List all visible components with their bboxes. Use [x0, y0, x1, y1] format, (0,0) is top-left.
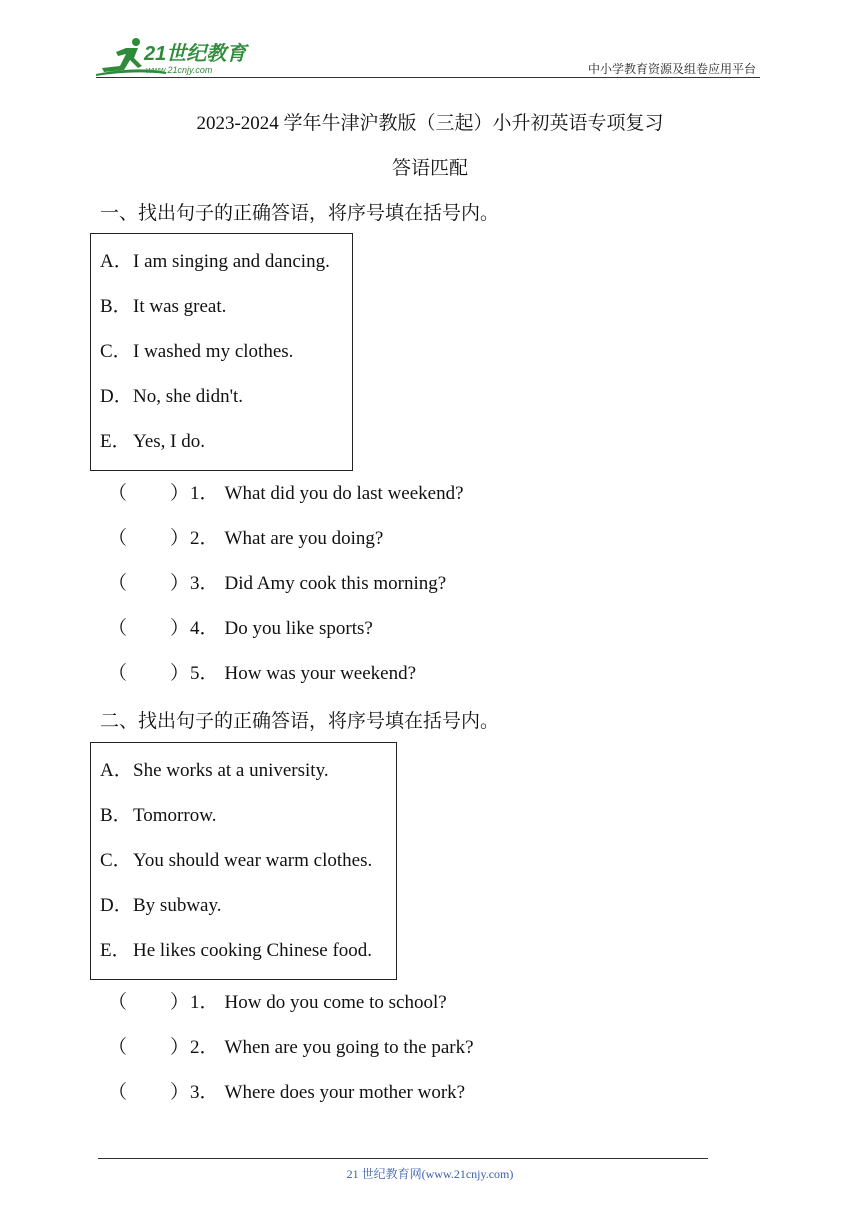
option-text: Yes, I do. — [133, 431, 205, 452]
answer-blank-close: ） — [170, 618, 190, 639]
option-letter: E． — [100, 431, 131, 452]
option-text: He likes cooking Chinese food. — [133, 940, 373, 961]
option-b — [100, 295, 344, 340]
answer-blank-open[interactable]: （ — [108, 573, 128, 594]
section-2-questions — [108, 991, 474, 1126]
option-letter: C． — [100, 341, 132, 362]
question-item — [108, 662, 464, 707]
question-item — [108, 617, 464, 662]
section-1-heading: 一、找出句子的正确答语，将序号填在括号内。 — [100, 203, 500, 224]
option-d — [100, 385, 344, 430]
question-number: 5． — [190, 663, 219, 684]
option-text: She works at a university. — [133, 760, 329, 781]
page-title: 2023-2024 学年牛津沪教版（三起）小升初英语专项复习 — [196, 113, 664, 134]
option-a — [100, 759, 388, 804]
answer-blank-open[interactable]: （ — [108, 663, 128, 684]
option-text: Tomorrow. — [133, 805, 217, 826]
question-number: 2． — [190, 1037, 219, 1058]
answer-blank-open[interactable]: （ — [108, 1037, 128, 1058]
answer-blank-close: ） — [170, 663, 190, 684]
option-c — [100, 340, 344, 385]
site-logo — [96, 36, 266, 78]
option-text: No, she didn't. — [133, 386, 244, 407]
question-number: 4． — [190, 618, 219, 639]
option-text: I am singing and dancing. — [133, 251, 330, 272]
question-item — [108, 1081, 474, 1126]
answer-blank-close: ） — [170, 483, 190, 504]
option-letter: D． — [100, 386, 133, 407]
question-item — [108, 482, 464, 527]
option-letter: D． — [100, 895, 133, 916]
header-divider — [96, 77, 760, 78]
question-text: Did Amy cook this morning? — [224, 573, 447, 594]
answer-blank-open[interactable]: （ — [108, 1082, 128, 1103]
answer-blank-close: ） — [170, 573, 190, 594]
question-number: 3． — [190, 1082, 219, 1103]
answer-blank-close: ） — [170, 528, 190, 549]
option-b — [100, 804, 388, 849]
option-text: You should wear warm clothes. — [133, 850, 373, 871]
answer-blank-close: ） — [170, 1082, 190, 1103]
section-2-heading: 二、找出句子的正确答语，将序号填在括号内。 — [100, 711, 500, 732]
question-number: 1． — [190, 483, 219, 504]
logo-url: www.21cnjy.com — [146, 65, 213, 75]
option-e — [100, 939, 388, 984]
question-number: 2． — [190, 528, 219, 549]
question-text: What did you do last weekend? — [224, 483, 464, 504]
option-a — [100, 250, 344, 295]
answer-blank-close: ） — [170, 1037, 190, 1058]
option-letter: B． — [100, 296, 132, 317]
question-text: When are you going to the park? — [224, 1037, 474, 1058]
option-e — [100, 430, 344, 475]
section-1-questions — [108, 482, 464, 707]
option-c — [100, 849, 388, 894]
question-number: 3． — [190, 573, 219, 594]
question-number: 1． — [190, 992, 219, 1013]
question-text: Where does your mother work? — [224, 1082, 466, 1103]
option-letter: A． — [100, 251, 133, 272]
option-d — [100, 894, 388, 939]
option-text: By subway. — [133, 895, 222, 916]
option-letter: C． — [100, 850, 132, 871]
section-2-options-box — [90, 742, 397, 980]
question-text: How was your weekend? — [224, 663, 417, 684]
question-item — [108, 572, 464, 617]
question-item — [108, 991, 474, 1036]
answer-blank-open[interactable]: （ — [108, 618, 128, 639]
question-text: How do you come to school? — [224, 992, 447, 1013]
question-text: Do you like sports? — [224, 618, 373, 639]
page-subtitle: 答语匹配 — [391, 158, 468, 179]
option-letter: E． — [100, 940, 131, 961]
section-1-options-box — [90, 233, 353, 471]
option-letter: A． — [100, 760, 133, 781]
answer-blank-open[interactable]: （ — [108, 992, 128, 1013]
option-text: It was great. — [133, 296, 227, 317]
answer-blank-open[interactable]: （ — [108, 528, 128, 549]
footer-link[interactable]: 21 世纪教育网(www.21cnjy.com) — [346, 1167, 514, 1181]
answer-blank-open[interactable]: （ — [108, 483, 128, 504]
answer-blank-close: ） — [170, 992, 190, 1013]
logo-wordmark: 21世纪教育 — [144, 43, 247, 65]
question-text: What are you doing? — [224, 528, 384, 549]
option-text: I washed my clothes. — [133, 341, 294, 362]
option-letter: B． — [100, 805, 132, 826]
footer-divider — [98, 1158, 708, 1159]
question-item — [108, 1036, 474, 1081]
header-tagline: 中小学教育资源及组卷应用平台 — [587, 62, 756, 76]
question-item — [108, 527, 464, 572]
